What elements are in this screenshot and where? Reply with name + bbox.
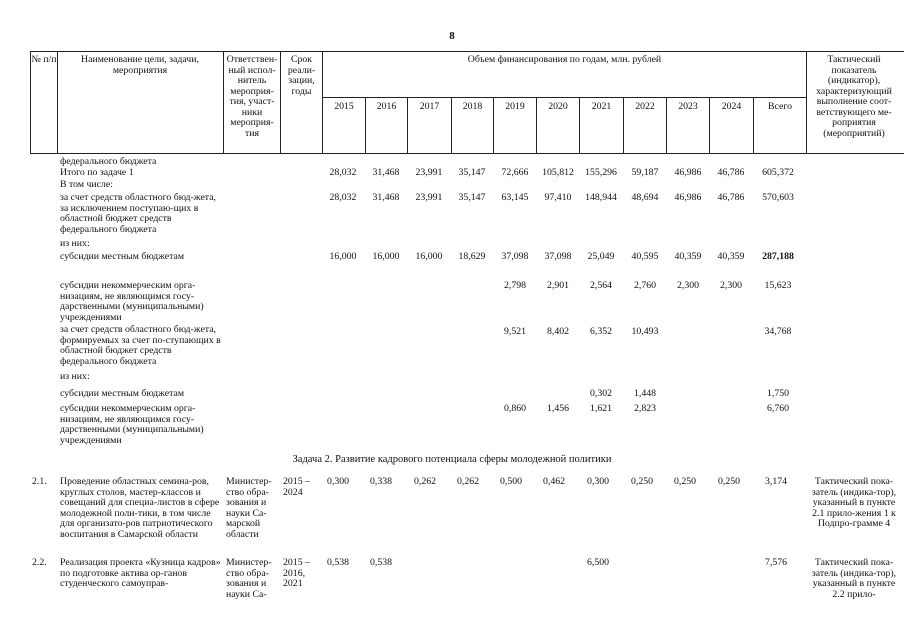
cell-value: 0,300 [326,476,350,487]
cell-value: 97,410 [544,192,572,203]
cell-value: 16,000 [372,251,400,262]
header-top-rule [30,51,904,52]
item-indicator: Тактический пока-затель (индика-тор), указанный в пункте 2.1 прило-жения 1 к Подпро-грамме 4 [811,476,897,529]
cell-value: 148,944 [585,192,617,203]
cell-value: 35,147 [458,192,486,203]
cell-value: 48,694 [631,192,659,203]
cell-value: 0,538 [369,557,393,568]
cell-value: 2,760 [633,280,657,291]
cell-value: 31,468 [372,167,400,178]
cell-value: 37,098 [501,251,529,262]
header-num: № п/п [31,54,57,65]
row-label: В том числе: [60,179,113,190]
cell-value: 40,359 [717,251,745,262]
cell-value: 2,823 [633,403,657,414]
cell-value: 28,032 [329,167,357,178]
item-name: Реализация проекта «Кузница кадров» по подготовке актива ор-ганов студенческого самоуправ- [60,557,221,589]
task-2-title: Задача 2. Развитие кадрового потенциала сферы молодежной политики [292,454,612,465]
cell-value: 1,456 [546,403,570,414]
year-header: 2015 [334,101,354,112]
row-label: субсидии некоммерческим орга-низациям, не являющимся госу-дарственными (муниципальными) учреждениями [60,403,204,446]
cell-value: 23,991 [415,167,443,178]
cell-value: 1,448 [633,388,657,399]
cell-value: 15,623 [764,280,792,291]
header-term: Срок реали-зации, годы [287,54,316,97]
row-label: субсидии местным бюджетам [60,388,185,399]
cell-value: 0,250 [673,476,697,487]
cell-value: 287,188 [762,251,794,262]
cell-value: 0,462 [542,476,566,487]
header-name: Наименование цели, задачи, мероприятия [81,54,199,76]
row-label: федерального бюджета [60,156,157,167]
cell-value: 2,300 [719,280,743,291]
cell-value: 2,300 [676,280,700,291]
cell-value: 0,250 [630,476,654,487]
years-top-rule [322,97,807,98]
cell-value: 8,402 [546,326,570,337]
cell-value: 0,250 [717,476,741,487]
cell-value: 6,500 [586,557,610,568]
cell-value: 46,786 [717,192,745,203]
item-name: Проведение областных семина-ров, круглых столов, мастер-классов и совещаний для специа-листов в сфере молодежной поли-тики, в том числе для организато-ров патриотического воспитания в Самарской области [60,476,220,540]
cell-value: 18,629 [458,251,486,262]
item-indicator: Тактический пока-затель (индика-тор), указанный в пункте 2.2 прило- [811,557,897,600]
year-header: 2023 [678,101,698,112]
year-header: 2021 [591,101,612,112]
cell-value: 46,786 [717,167,745,178]
cell-value: 0,500 [499,476,523,487]
row-label: из них: [60,238,90,249]
cell-value: 16,000 [329,251,357,262]
cell-value: 25,049 [587,251,615,262]
header-financing: Объем финансирования по годам, млн. рублей [467,54,662,65]
cell-value: 6,352 [589,326,613,337]
cell-value: 16,000 [415,251,443,262]
row-label: субсидии некоммерческим орга-низациям, не являющимся госу-дарственными (муниципальными) учреждениями [60,280,204,323]
cell-value: 37,098 [544,251,572,262]
item-number: 2.1. [32,476,47,487]
cell-value: 1,621 [589,403,613,414]
cell-value: 63,145 [501,192,529,203]
item-number: 2.2. [32,557,47,568]
cell-value: 34,768 [764,326,792,337]
row-label: за счет средств областного бюд-жета, за исключением поступаю-щих в областной бюджет средств федерального бюджета [60,192,216,235]
year-header: 2017 [419,101,440,112]
cell-value: 0,262 [413,476,437,487]
year-header: 2019 [505,101,525,112]
cell-value: 0,860 [503,403,527,414]
row-label: субсидии местным бюджетам [60,251,185,262]
year-header: 2020 [548,101,568,112]
item-term: 2015 – 2016, 2021 [283,557,310,589]
header-indicator: Тактический показатель (индикатор), характеризующий выполнение соот-ветствующего ме-роприятия (мероприятий) [816,54,892,139]
cell-value: 31,468 [372,192,400,203]
row-label: Итого по задаче 1 [60,167,134,178]
col-border-left [30,51,31,154]
cell-value: 10,493 [631,326,659,337]
year-header: 2024 [721,101,742,112]
cell-value: 2,798 [503,280,527,291]
item-term: 2015 – 2024 [283,476,310,498]
row-label: из них: [60,371,90,382]
cell-value: 1,750 [766,388,790,399]
cell-value: 28,032 [329,192,357,203]
cell-value: 59,187 [631,167,659,178]
cell-value: 605,372 [762,167,794,178]
cell-value: 105,812 [542,167,574,178]
cell-value: 0,538 [326,557,350,568]
cell-value: 40,595 [631,251,659,262]
cell-value: 46,986 [674,192,702,203]
cell-value: 0,338 [369,476,393,487]
cell-value: 0,300 [586,476,610,487]
cell-value: 0,302 [589,388,613,399]
header-responsible: Ответствен-ный испол-нитель мероприя-тия, участ-ники мероприя-тия [226,54,278,139]
cell-value: 570,603 [762,192,794,203]
item-responsible: Министер-ство обра-зования и науки Са-марской области [226,476,272,540]
cell-value: 155,296 [585,167,617,178]
cell-value: 23,991 [415,192,443,203]
header-bottom-rule [30,153,904,154]
year-header: 2022 [635,101,655,112]
col-border-num [57,51,58,154]
cell-value: 3,174 [764,476,788,487]
row-label: за счет средств областного бюд-жета, формируемых за счет по-ступающих в областной бюджет средств федерального бюджета [60,324,221,367]
year-header: Всего [767,101,793,112]
cell-value: 9,521 [503,326,527,337]
year-header: 2018 [462,101,483,112]
cell-value: 2,564 [589,280,613,291]
item-responsible: Министер-ство обра-зования и науки Са- [226,557,272,600]
cell-value: 0,262 [456,476,480,487]
cell-value: 46,986 [674,167,702,178]
cell-value: 72,666 [501,167,529,178]
col-border-total [806,51,807,154]
year-header: 2016 [376,101,397,112]
page-number: 8 [449,30,455,42]
cell-value: 7,576 [764,557,788,568]
cell-value: 2,901 [546,280,570,291]
cell-value: 6,760 [766,403,790,414]
cell-value: 35,147 [458,167,486,178]
cell-value: 40,359 [674,251,702,262]
